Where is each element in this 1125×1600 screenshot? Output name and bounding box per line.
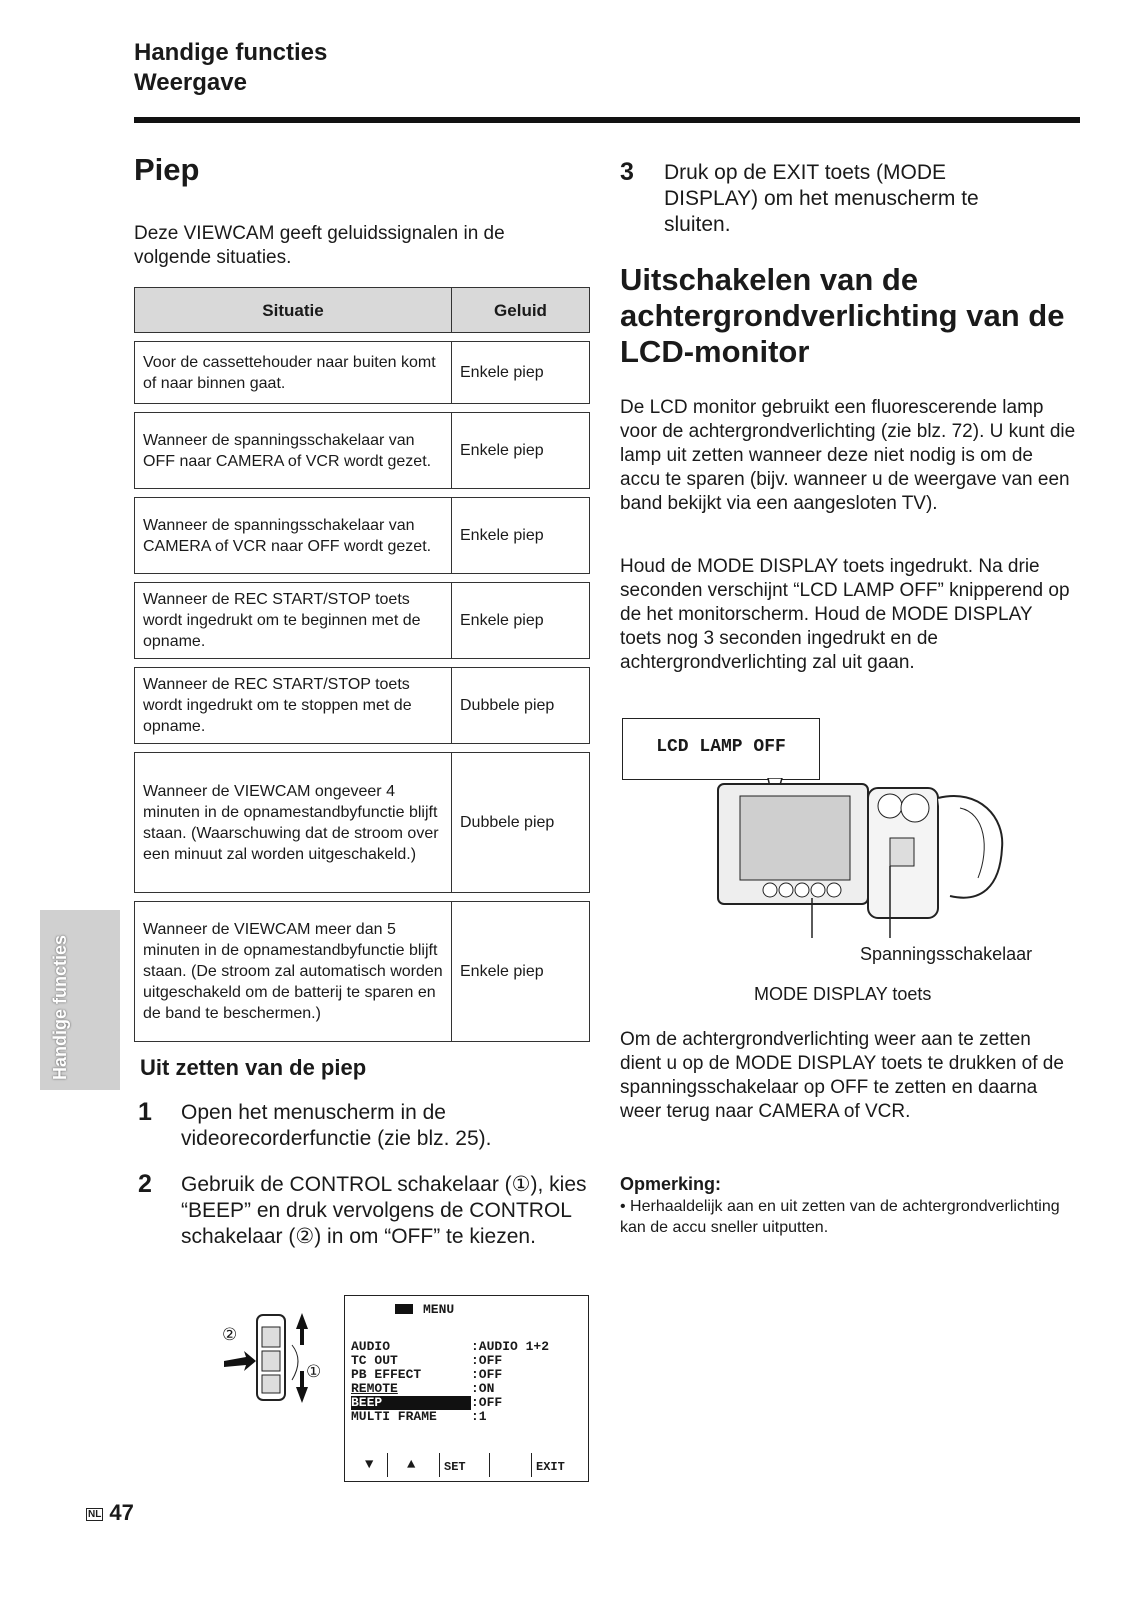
menu-item-value: :OFF: [471, 1353, 503, 1368]
up-arrow-icon: ▲: [407, 1457, 416, 1473]
page-footer: [86, 1500, 134, 1526]
paragraph: De LCD monitor gebruikt een fluorescerende lamp voor de achtergrondverlichting (zie blz. 72). U kunt die lamp uit zetten wanneer deze niet nodig is om de accu te sparen (bijv. wanneer u de weergave van een band bekijkt via een aangesloten TV).: [620, 397, 1076, 514]
sound-cell: Enkele piep: [452, 498, 590, 574]
down-arrow-icon: ▼: [365, 1457, 374, 1473]
section-title-piep: Piep: [134, 152, 200, 187]
sound-cell: Enkele piep: [452, 413, 590, 489]
menu-set-label: SET: [444, 1460, 466, 1474]
step-text: Druk op de EXIT toets (MODE DISPLAY) om het menuscherm te sluiten.: [664, 161, 979, 236]
header-subsection: Weergave: [134, 69, 247, 96]
step-number: 1: [138, 1098, 152, 1126]
sound-cell: Dubbele piep: [452, 753, 590, 893]
step-number: 2: [138, 1170, 152, 1198]
sound-cell: Enkele piep: [452, 583, 590, 659]
menu-item: [351, 1340, 549, 1354]
step-number: 3: [620, 158, 634, 186]
lcd-message-box: [622, 718, 820, 780]
menu-item: [351, 1368, 502, 1382]
paragraph: Houd de MODE DISPLAY toets ingedrukt. Na drie seconden verschijnt “LCD LAMP OFF” knipperend op de het monitorscherm. Houd de MODE DISPLAY toets nog 3 seconden ingedrukt en de achtergrondverlichting zal uit gaan.: [620, 556, 1070, 673]
menu-screen: [344, 1295, 589, 1482]
subsection-title: Uit zetten van de piep: [140, 1055, 367, 1080]
menu-item-value: :OFF: [471, 1395, 503, 1410]
power-switch-label: Spanningsschakelaar: [860, 944, 1033, 964]
menu-item-value: :1: [471, 1409, 487, 1424]
situation-cell: Wanneer de REC START/STOP toets wordt ingedrukt om te stoppen met de opname.: [135, 668, 452, 744]
header-section: Handige functies: [134, 39, 328, 66]
menu-item: [351, 1410, 487, 1424]
table-header-geluid: Geluid: [452, 288, 590, 333]
menu-title: MENU: [423, 1302, 455, 1317]
table-row: [135, 498, 590, 574]
table-header-situatie: Situatie: [135, 288, 452, 333]
intro-text: Deze VIEWCAM geeft geluidssignalen in de volgende situaties.: [134, 223, 505, 268]
menu-item: [351, 1382, 494, 1396]
control-label-one: ①: [306, 1362, 322, 1381]
mode-display-label: MODE DISPLAY toets: [754, 984, 932, 1004]
section-title-backlight: Uitschakelen van de achtergrondverlichting van de LCD-monitor: [620, 262, 1065, 369]
note-title: Opmerking:: [620, 1174, 722, 1194]
language-badge: NL: [88, 1508, 102, 1520]
menu-item: [351, 1354, 502, 1368]
situation-cell: Voor de cassettehouder naar buiten komt of naar binnen gaat.: [135, 342, 452, 404]
situation-cell: Wanneer de spanningsschakelaar van CAMERA of VCR naar OFF wordt gezet.: [135, 498, 452, 574]
side-tab-label: Handige functies: [50, 934, 70, 1080]
menu-footer: [345, 1451, 588, 1481]
sound-cell: Enkele piep: [452, 902, 590, 1042]
menu-item-label: REMOTE: [351, 1381, 398, 1396]
header-rule: [134, 117, 1080, 123]
table-row: [135, 342, 590, 404]
step-text: Open het menuscherm in de videorecorderfunctie (zie blz. 25).: [181, 1101, 492, 1150]
sound-cell: Dubbele piep: [452, 668, 590, 744]
menu-item-label: BEEP: [351, 1396, 471, 1410]
situation-cell: Wanneer de VIEWCAM ongeveer 4 minuten in de opnamestandbyfunctie blijft staan. (Waarschuwing dat de stroom over een minuut zal worden uitgeschakeld.): [135, 753, 452, 893]
table-row: [135, 413, 590, 489]
menu-item-label: MULTI FRAME: [351, 1409, 437, 1424]
note-text: • Herhaaldelijk aan en uit zetten van de achtergrondverlichting kan de accu sneller uitputten.: [620, 1198, 1060, 1236]
menu-item-value: :ON: [471, 1381, 495, 1396]
table-row: [135, 902, 590, 1042]
menu-item-label: AUDIO: [351, 1339, 391, 1354]
menu-exit-label: EXIT: [536, 1460, 565, 1474]
control-label-two: ②: [222, 1325, 238, 1344]
battery-icon: [395, 1304, 413, 1314]
beep-situations-table: [134, 287, 590, 1042]
table-row: [135, 668, 590, 744]
camcorder-illustration: [710, 778, 1030, 938]
situation-cell: Wanneer de spanningsschakelaar van OFF naar CAMERA of VCR wordt gezet.: [135, 413, 452, 489]
control-switch-illustration: [222, 1305, 332, 1415]
step-text: Gebruik de CONTROL schakelaar (①), kies “BEEP” en druk vervolgens de CONTROL schakelaar (②) in om “OFF” te kiezen.: [181, 1173, 587, 1248]
table-row: [135, 753, 590, 893]
side-tab: [40, 910, 120, 1090]
situation-cell: Wanneer de VIEWCAM meer dan 5 minuten in de opnamestandbyfunctie blijft staan. (De stroom zal automatisch worden uitgeschakeld om de batterij te sparen en de band te beschermen.): [135, 902, 452, 1042]
menu-item-label: PB EFFECT: [351, 1367, 422, 1382]
menu-item-value: :OFF: [471, 1367, 503, 1382]
table-row: [135, 583, 590, 659]
menu-item-value: :AUDIO 1+2: [471, 1339, 550, 1354]
menu-item-label: TC OUT: [351, 1353, 398, 1368]
sound-cell: Enkele piep: [452, 342, 590, 404]
paragraph: Om de achtergrondverlichting weer aan te zetten dient u op de MODE DISPLAY toets te drukken of de spanningsschakelaar op OFF te zetten en daarna weer terug naar CAMERA of VCR.: [620, 1029, 1064, 1122]
menu-item-selected: [351, 1396, 502, 1410]
situation-cell: Wanneer de REC START/STOP toets wordt ingedrukt om te beginnen met de opname.: [135, 583, 452, 659]
page-number: 47: [109, 1500, 134, 1525]
lcd-lamp-text: LCD LAMP OFF: [656, 737, 786, 757]
